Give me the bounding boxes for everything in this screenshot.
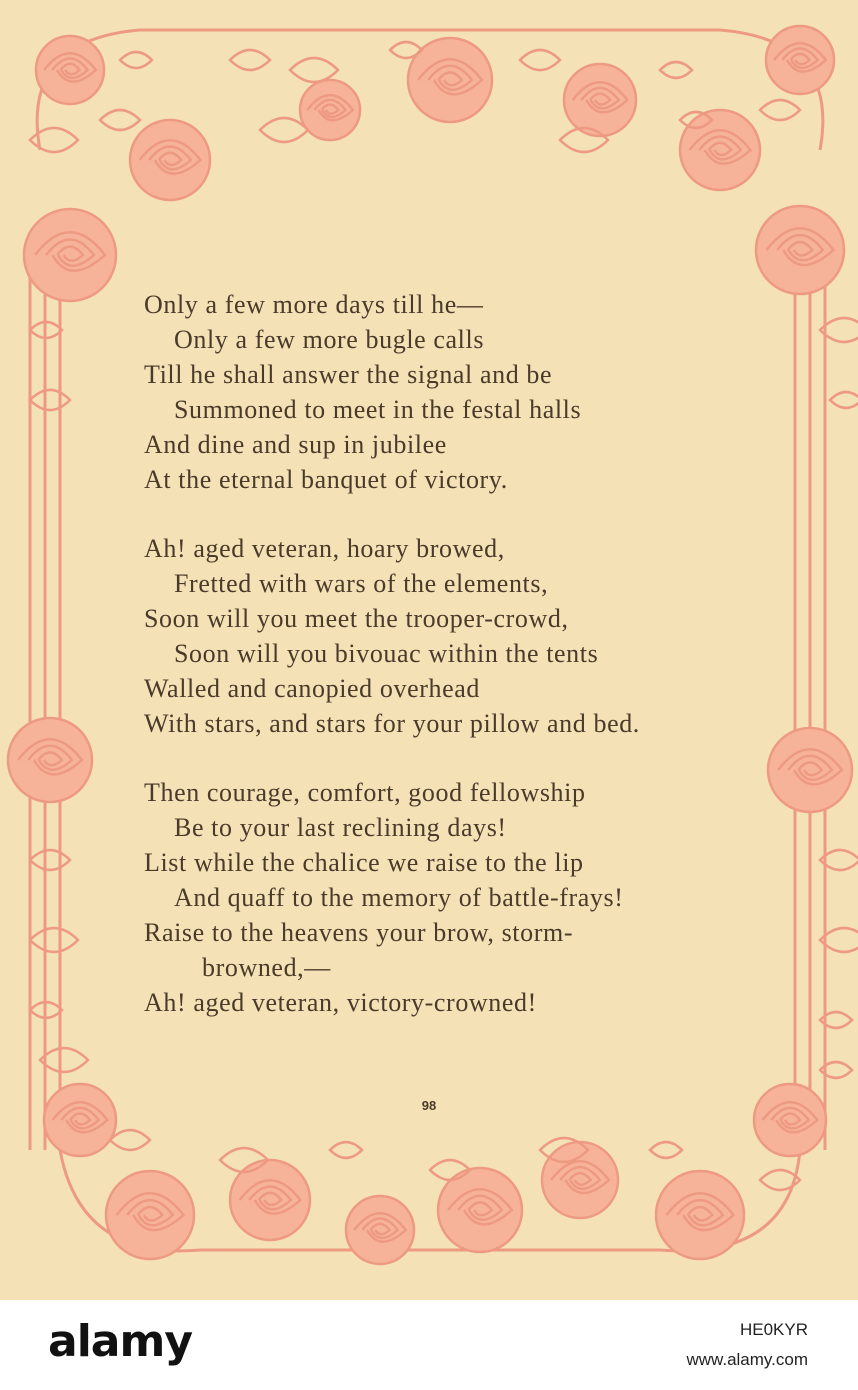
- poem-line: List while the chalice we raise to the lip: [144, 848, 584, 877]
- stanza: [144, 287, 784, 497]
- poem-line: Be to your last reclining days!: [174, 813, 507, 842]
- watermark-image-id: HE0KYR: [739, 1320, 808, 1339]
- poem-line: Raise to the heavens your brow, storm-: [144, 918, 574, 947]
- poem-line: Fretted with wars of the elements,: [174, 569, 549, 598]
- poem-line: Soon will you meet the trooper-crowd,: [144, 604, 569, 633]
- poem-line: Ah! aged veteran, victory-crowned!: [144, 988, 537, 1017]
- poem-line: And quaff to the memory of battle-frays!: [174, 883, 624, 912]
- poem-line: Only a few more days till he—: [144, 290, 484, 319]
- poem-line: At the eternal banquet of victory.: [144, 465, 508, 494]
- page-number: 98: [421, 1098, 437, 1113]
- poem-line: Walled and canopied overhead: [144, 674, 480, 703]
- stanza: [144, 775, 784, 1020]
- poem-line: Summoned to meet in the festal halls: [174, 395, 582, 424]
- poem: [144, 287, 784, 1054]
- poem-line: browned,—: [202, 953, 331, 982]
- poem-line: Till he shall answer the signal and be: [144, 360, 553, 389]
- watermark-url: www.alamy.com: [686, 1350, 808, 1369]
- watermark-logo: alamy: [48, 1316, 192, 1367]
- stanza: [144, 531, 784, 741]
- poem-line: Ah! aged veteran, hoary browed,: [144, 534, 505, 563]
- poem-line: Only a few more bugle calls: [174, 325, 485, 354]
- watermark-bar: [0, 1300, 858, 1390]
- poem-line: And dine and sup in jubilee: [144, 430, 447, 459]
- poem-line: Then courage, comfort, good fellowship: [144, 778, 586, 807]
- poem-line: With stars, and stars for your pillow and bed.: [144, 709, 640, 738]
- poem-line: Soon will you bivouac within the tents: [174, 639, 599, 668]
